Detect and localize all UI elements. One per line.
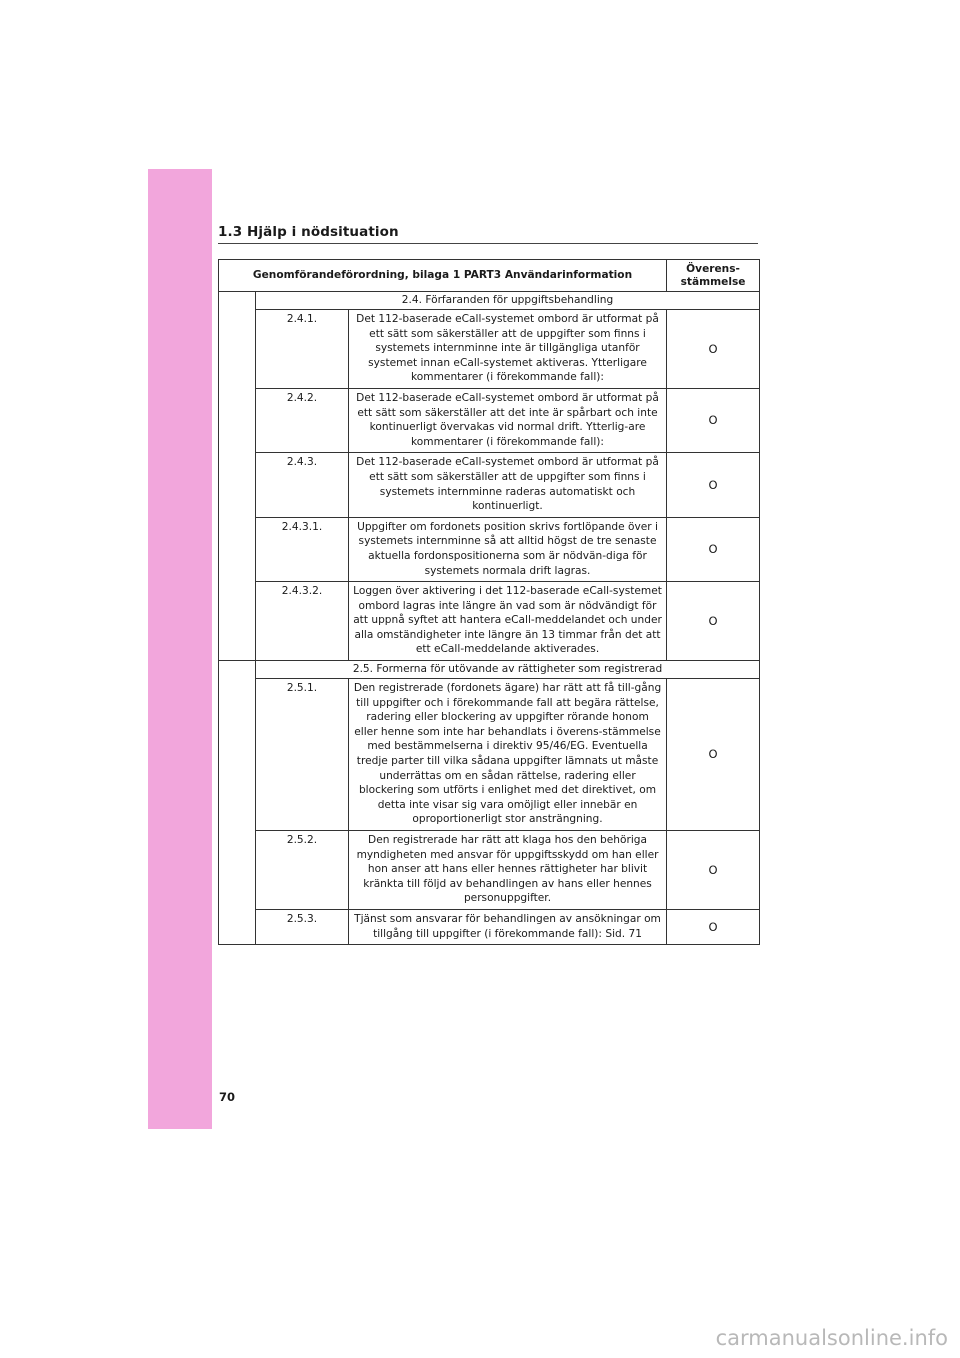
conformity-mark: O xyxy=(667,582,760,661)
clause-number: 2.4.3.1. xyxy=(256,517,349,581)
clause-number: 2.5.1. xyxy=(256,679,349,831)
clause-text: Uppgifter om fordonets position skrivs fortlöpande över i systemets internminne så att alltid högst de tre senaste aktuella fordonspositionerna som är nödvän-diga för systemets normala drift lagras. xyxy=(349,517,667,581)
header-conformity: Överens- stämmelse xyxy=(667,260,760,292)
table-row xyxy=(219,582,760,661)
page-number: 70 xyxy=(219,1090,236,1104)
section-title: 1.3 Hjälp i nödsituation xyxy=(218,224,399,240)
table-row xyxy=(219,388,760,452)
clause-text: Det 112-baserade eCall-systemet ombord är utformat på ett sätt som säkerställer att det inte är spårbart och inte kontinuerligt övervakas vid normal drift. Ytterlig-are kommentarer (i förekommande fall): xyxy=(349,388,667,452)
clause-text: Det 112-baserade eCall-systemet ombord är utformat på ett sätt som säkerställer att de uppgifter som finns i systemets internminne raderas automatiskt och kontinuerligt. xyxy=(349,453,667,517)
table-header-row xyxy=(219,260,760,292)
table-row xyxy=(219,453,760,517)
conformity-mark: O xyxy=(667,453,760,517)
section-heading-row xyxy=(219,661,760,679)
table-row xyxy=(219,310,760,389)
header-main: Genomförandeförordning, bilaga 1 PART3 Användarinformation xyxy=(219,260,667,292)
clause-number: 2.5.3. xyxy=(256,909,349,944)
clause-text: Tjänst som ansvarar för behandlingen av ansökningar om tillgång till uppgifter (i förekommande fall): Sid. 71 xyxy=(349,909,667,944)
conformity-mark: O xyxy=(667,517,760,581)
clause-number: 2.4.1. xyxy=(256,310,349,389)
blank-margin-cell xyxy=(219,661,256,945)
table-row xyxy=(219,909,760,944)
title-divider xyxy=(218,243,758,244)
chapter-side-tab xyxy=(148,169,212,1129)
ecall-information-table xyxy=(218,259,760,945)
section-heading-row xyxy=(219,292,760,310)
conformity-mark: O xyxy=(667,909,760,944)
clause-number: 2.4.3.2. xyxy=(256,582,349,661)
conformity-mark: O xyxy=(667,388,760,452)
section-heading: 2.4. Förfaranden för uppgiftsbehandling xyxy=(256,292,760,310)
clause-number: 2.4.2. xyxy=(256,388,349,452)
section-heading: 2.5. Formerna för utövande av rättigheter som registrerad xyxy=(256,661,760,679)
clause-text: Den registrerade (fordonets ägare) har rätt att få till-gång till uppgifter och i förekommande fall att begära rättelse, radering eller blockering av uppgifter rörande honom eller henne som inte har behandlats i överens-stämmelse med bestämmelserna i direktiv 95/46/EG. Eventuella tredje parter till vilka sådana uppgifter lämnats ut måste underrättas om en sådan rättelse, radering eller blockering som utförts i enlighet med det direktivet, om detta inte visar sig vara omöjligt eller innebär en oproportionerligt stor ansträngning. xyxy=(349,679,667,831)
clause-text: Det 112-baserade eCall-systemet ombord är utformat på ett sätt som säkerställer att de uppgifter som finns i systemets internminne inte är tillgängliga utanför systemet innan eCall-systemet aktiveras. Ytterligare kommentarer (i förekommande fall): xyxy=(349,310,667,389)
table-row xyxy=(219,517,760,581)
conformity-mark: O xyxy=(667,679,760,831)
clause-number: 2.4.3. xyxy=(256,453,349,517)
table-row xyxy=(219,831,760,910)
blank-margin-cell xyxy=(219,292,256,661)
clause-text: Den registrerade har rätt att klaga hos den behöriga myndigheten med ansvar för uppgiftsskydd om han eller hon anser att hans eller hennes rättigheter har blivit kränkta till följd av behandlingen av hans eller hennes personuppgifter. xyxy=(349,831,667,910)
table-row xyxy=(219,679,760,831)
clause-number: 2.5.2. xyxy=(256,831,349,910)
clause-text: Loggen över aktivering i det 112-baserade eCall-systemet ombord lagras inte längre än vad som är nödvändigt för att uppnå syftet att hantera eCall-meddelandet och under alla omständigheter inte längre än 13 timmar från det att ett eCall-meddelande aktiverades. xyxy=(349,582,667,661)
conformity-mark: O xyxy=(667,831,760,910)
conformity-mark: O xyxy=(667,310,760,389)
watermark-logo: carmanualsonline.info xyxy=(715,1326,948,1350)
